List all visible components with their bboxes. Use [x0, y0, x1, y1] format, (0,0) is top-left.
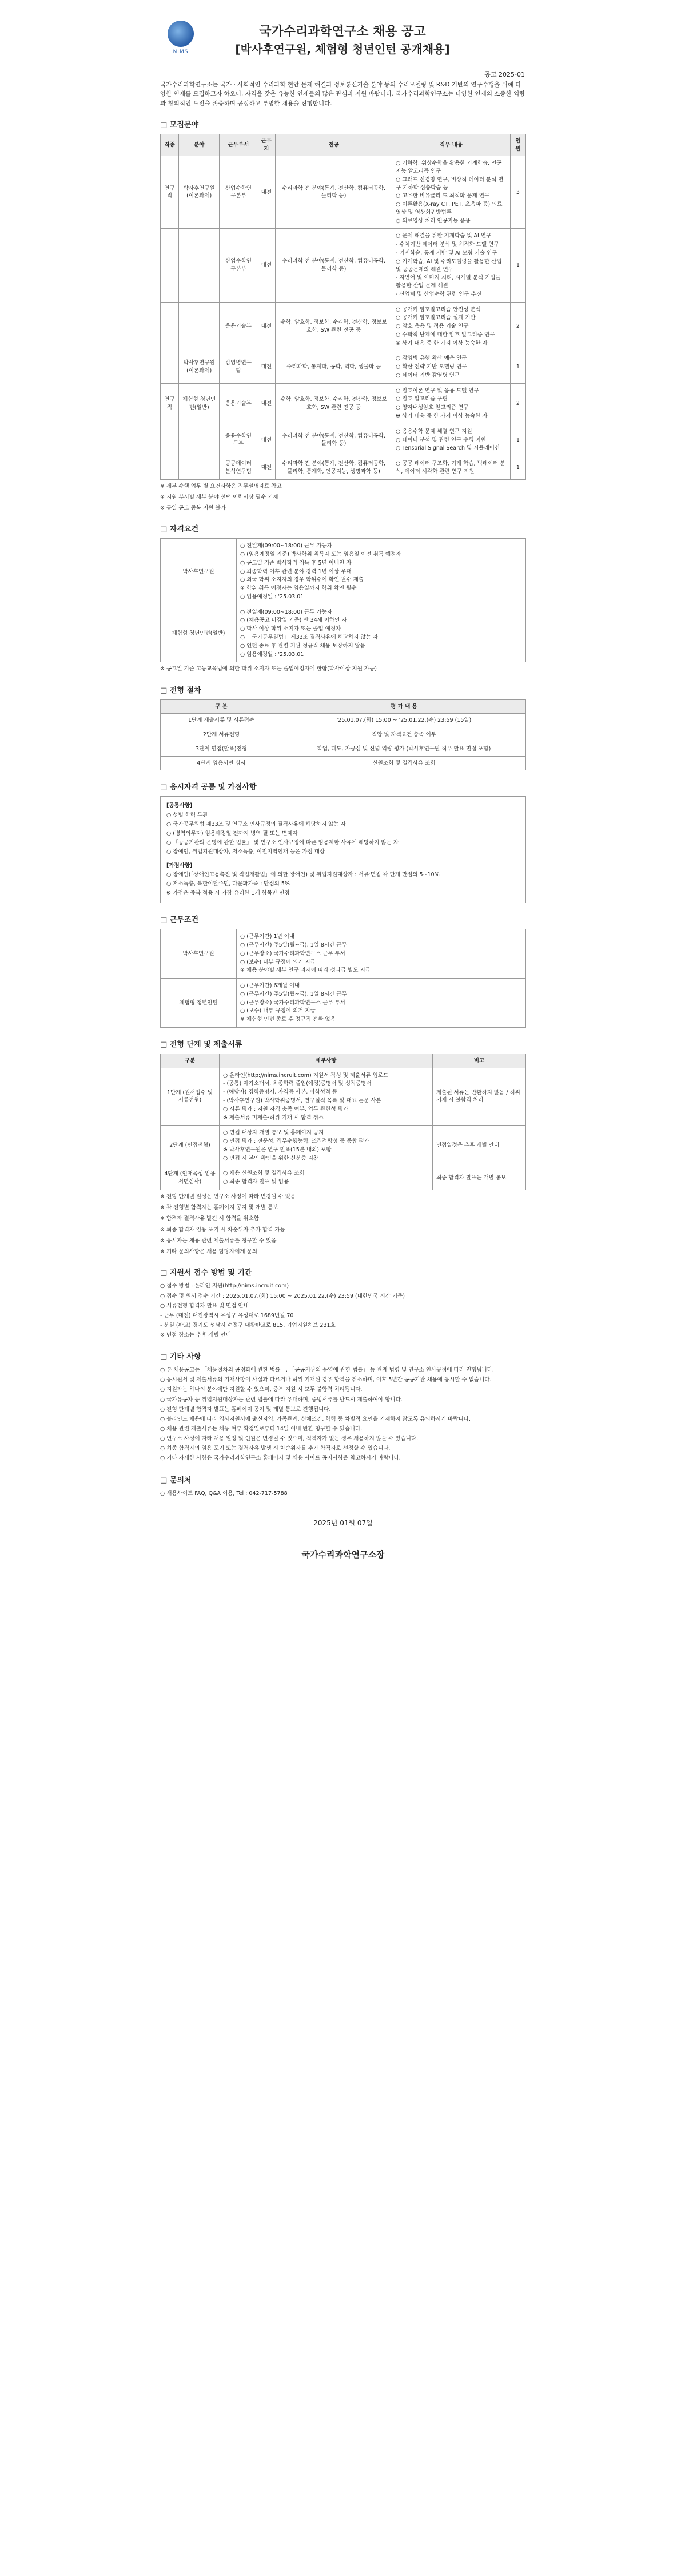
contact-list — [160, 1489, 526, 1498]
qualification-item: ○ 최종학력 이후 관련 분야 경력 1년 이상 우대 — [240, 568, 352, 575]
duty-item: ○ 그래프 신경망 연구, 비상적 데이터 분석 연구 기하학 심층학습 등 — [396, 176, 504, 191]
table-header: 평 가 내 용 — [282, 699, 526, 714]
field-cell — [178, 229, 220, 302]
field-cell — [178, 456, 220, 480]
duty-item: ○ 암호 응용 및 적용 기술 연구 — [396, 323, 469, 330]
duty-item: ○ 확산 전략 기반 모델링 연구 — [396, 364, 467, 371]
department-cell: 산업수학연구본부 — [220, 156, 257, 229]
condition-item: ○ (근무장소) 국가수리과학연구소 근무 부서 — [240, 950, 345, 957]
common-item: ○ 성별 학력 무관 — [166, 812, 208, 818]
department-cell: 공공데이터분석연구팀 — [220, 456, 257, 480]
duty-item: ○ 기계학습, AI 및 수리모델링을 활용한 산업 및 공공문제의 해결 연구 — [396, 258, 502, 273]
count-cell: 1 — [510, 424, 525, 456]
count-cell: 3 — [510, 156, 525, 229]
misc-list — [160, 1366, 526, 1463]
section-heading-misc: □ 기타 사항 — [160, 1353, 201, 1362]
major-cell: 수리과학 전 분야(통계, 전산학, 컴퓨터공학, 물리학 등) — [276, 229, 392, 302]
table-row — [161, 539, 526, 605]
duty-item: ○ 고유한 비유클리 드 최적화 문제 연구 — [396, 193, 490, 200]
note-line: ※ 동일 공고 중복 지원 불가 — [160, 505, 226, 512]
application-item: ※ 면접 장소는 추후 개별 안내 — [160, 1332, 232, 1339]
table-row — [161, 605, 526, 662]
job-type-cell — [161, 229, 179, 302]
qualification-item: ○ 임용예정일 : '25.03.01 — [240, 651, 304, 658]
duties-cell — [392, 302, 511, 351]
note-line: ※ 각 전형별 합격자는 홈페이지 공지 및 개별 통보 — [160, 1204, 278, 1211]
field-cell: 박사후연구원(이론과제) — [178, 156, 220, 229]
qualification-label: 박사후연구원 — [161, 539, 237, 605]
misc-item: ○ 블라인드 채용에 따라 입사지원서에 출신지역, 가족관계, 신체조건, 학력 등 차별적 요인을 기재하지 않도록 유의하시기 바랍니다. — [160, 1416, 471, 1422]
duties-cell — [392, 156, 511, 229]
location-cell: 대전 — [257, 424, 276, 456]
page-subtitle: [박사후연구원, 체험형 청년인턴 공개채용] — [235, 42, 450, 56]
misc-item: ○ 기타 자세한 사항은 국가수리과학연구소 홈페이지 및 채용 사이트 공지사항을 참고하시기 바랍니다. — [160, 1455, 401, 1462]
duty-item: ○ 감염병 유행 확산 예측 연구 — [396, 355, 467, 362]
duty-item: - 자연어 및 이미지 처리, 시계열 분석 기법을 활용한 산업 문제 해결 — [396, 275, 501, 289]
stage-detail-item: ○ 채용 신원조회 및 결격사유 조회 — [223, 1170, 305, 1177]
major-cell: 수학, 암호학, 정보학, 수리학, 전산학, 정보보호학, SW 관련 전공 등 — [276, 383, 392, 424]
bonus-item: ○ 저소득층, 북한이탈주민, 다문화가족 : 만점의 5% — [166, 880, 290, 887]
duties-cell — [392, 351, 511, 383]
misc-item: ○ 국가유공자 등 취업지원대상자는 관련 법률에 따라 우대하며, 증빙서류를 반드시 제출하여야 합니다. — [160, 1396, 403, 1403]
count-cell: 2 — [510, 302, 525, 351]
conditions-table — [160, 929, 526, 1028]
count-cell: 1 — [510, 229, 525, 302]
table-header: 구분 — [161, 1054, 220, 1068]
main-content — [160, 80, 526, 1560]
section-heading-positions: □ 모집분야 — [160, 120, 199, 129]
department-cell: 감염병연구팀 — [220, 351, 257, 383]
count-cell: 1 — [510, 456, 525, 480]
field-cell: 박사후연구원(이론과제) — [178, 351, 220, 383]
condition-item: ○ (근무장소) 국가수리과학연구소 근무 부서 — [240, 999, 345, 1006]
common-item: ○ (병역의무자) 임용예정일 전까지 병역 필 또는 면제자 — [166, 830, 298, 837]
stage-cell: 1단계 (원서접수 및 서류전형) — [161, 1068, 220, 1126]
duty-item: ○ 문제 해결을 위한 기계학습 및 AI 연구 — [396, 233, 492, 240]
stage-detail-item: ○ 온라인(http://nims.incruit.com) 지원서 작성 및 제출서류 업로드 — [223, 1072, 389, 1079]
note-line: ※ 응시자는 채용 관련 제출서류를 청구할 수 있음 — [160, 1237, 277, 1244]
eligibility-box — [160, 796, 526, 903]
duty-item: ○ Tensorial Signal Search 및 시뮬레이션 — [396, 445, 500, 452]
job-type-cell — [161, 302, 179, 351]
stage-detail-item: ○ 면접 대상자 개별 통보 및 홈페이지 공지 — [223, 1130, 324, 1136]
table-row — [161, 742, 526, 756]
table-header: 근무부서 — [220, 134, 257, 156]
bonus-title: [가점사항] — [166, 862, 193, 869]
table-row — [161, 424, 526, 456]
table-row — [161, 156, 526, 229]
intro-text: 국가수리과학연구소는 국가 · 사회적인 수리과학 현안 문제 해결과 정보통신기술 분야 등의 수리모델링 및 R&D 기반의 연구수행을 위해 다양한 인재를 모집하고자 하오니, 자격을 갖춘 유능한 인재들의 많은 관심과 지원 바랍니다. 국가수리과학연구소는 다양한 인재의 소중한 역량과 창의적인 도전을 존중하며 공정하고 투명한 채용을 진행합니다. — [160, 81, 525, 107]
process-stage: 3단계 면접(발표)전형 — [161, 742, 282, 756]
condition-item: ○ (근무시간) 주5일(월~금), 1일 8시간 근무 — [240, 942, 347, 949]
application-list — [160, 1282, 526, 1340]
section-heading-eligibility: □ 응시자격 공통 및 가점사항 — [160, 783, 257, 792]
bonus-item: ○ 장애인(「장애인고용촉진 및 직업재활법」에 의한 장애인) 및 취업지원대상자 : 서류·면접 각 단계 만점의 5~10% — [166, 871, 440, 878]
qualifications-note: ※ 공고일 기준 고등교육법에 의한 학위 소지자 또는 졸업예정자에 한함(학사이상 지원 가능) — [160, 666, 377, 673]
duty-item: ○ 데이터 분석 및 관련 연구 수행 지원 — [396, 436, 486, 443]
stage-detail-item: ※ 박사후연구원은 연구 발표(15분 내외) 포함 — [223, 1146, 332, 1153]
job-type-cell: 연구직 — [161, 156, 179, 229]
table-row — [161, 229, 526, 302]
table-row — [161, 302, 526, 351]
process-detail: 적합 및 자격요건 충족 여부 — [282, 728, 526, 742]
stage-cell: 2단계 (면접전형) — [161, 1126, 220, 1166]
stage-remark: 면접일정은 추후 개별 안내 — [433, 1126, 526, 1166]
count-cell: 1 — [510, 351, 525, 383]
logo-text: NIMS — [173, 49, 189, 55]
duty-item: ○ 기하학, 위상수학을 활용한 기계학습, 인공지능 알고리즘 연구 — [396, 160, 502, 175]
section-heading-process: □ 전형 절차 — [160, 686, 201, 695]
department-cell: 응용수학연구부 — [220, 424, 257, 456]
location-cell: 대전 — [257, 156, 276, 229]
condition-items — [237, 979, 526, 1028]
common-title: [공통사항] — [166, 802, 193, 809]
process-stage: 1단계 제출서류 및 서류접수 — [161, 714, 282, 728]
misc-item: ○ 응시원서 및 제출서류의 기재사항이 사실과 다르거나 허위 기재된 경우 합격을 취소하며, 이후 5년간 공공기관 채용에 응시할 수 없습니다. — [160, 1377, 492, 1384]
stage-remark: 최종 합격자 발표는 개별 통보 — [433, 1166, 526, 1190]
process-detail: 신원조회 및 결격사유 조회 — [282, 756, 526, 770]
table-header: 세부사항 — [220, 1054, 433, 1068]
job-type-cell — [161, 424, 179, 456]
table-header: 전공 — [276, 134, 392, 156]
condition-label: 박사후연구원 — [161, 929, 237, 979]
condition-item: ○ (근무기간) 6개월 이내 — [240, 983, 300, 989]
duty-item: ※ 상기 내용 중 한 가지 이상 능숙한 자 — [396, 413, 488, 419]
condition-item: ○ (보수) 내부 규정에 의거 지급 — [240, 1008, 316, 1015]
location-cell: 대전 — [257, 351, 276, 383]
process-table — [160, 699, 526, 771]
qualification-item: ○ 임용예정일 : '25.03.01 — [240, 593, 304, 600]
table-row — [161, 714, 526, 728]
location-cell: 대전 — [257, 229, 276, 302]
note-line: ※ 기타 문의사항은 채용 담당자에게 문의 — [160, 1249, 257, 1255]
table-header: 구 분 — [161, 699, 282, 714]
table-row — [161, 351, 526, 383]
duty-item: ○ 공공 데이터 구조화, 기계 학습, 빅데이터 분석, 데이터 시각화 관련 연구 지원 — [396, 460, 505, 475]
job-type-cell — [161, 456, 179, 480]
stage-details — [220, 1126, 433, 1166]
duty-item: ○ 양자내성암호 알고리즘 연구 — [396, 404, 469, 411]
major-cell: 수리과학 전 분야(통계, 전산학, 컴퓨터공학, 물리학, 통계학, 인공지능, 생명과학 등) — [276, 456, 392, 480]
duty-item: ○ 공개키 암호알고리즘 안전성 분석 — [396, 306, 481, 313]
duty-item: ○ 데이터 기반 감염병 연구 — [396, 372, 460, 379]
section-heading-qualifications: □ 자격요건 — [160, 525, 199, 534]
qualification-item: ○ 「국가공무원법」 제33조 결격사유에 해당하지 않는 자 — [240, 634, 379, 641]
job-type-cell — [161, 351, 179, 383]
count-cell: 2 — [510, 383, 525, 424]
qualification-item: ○ 인턴 종료 후 관련 기관 정규직 채용 보장하지 않음 — [240, 642, 366, 649]
qualification-item: ○ (채용공고 마감일 기준) 만 34세 이하인 자 — [240, 617, 347, 624]
table-row — [161, 1068, 526, 1126]
duty-item: ○ 응용수학 문제 해결 연구 지원 — [396, 428, 472, 435]
process-detail: '25.01.07.(화) 15:00 ~ '25.01.22.(수) 23:59 (15일) — [282, 714, 526, 728]
note-line: ※ 합격자 결격사유 발견 시 합격을 취소함 — [160, 1215, 259, 1222]
stage-detail-item: - (해당자) 경력증명서, 자격증 사본, 어학성적 등 — [223, 1089, 338, 1096]
announcement-number: 공고 2025-01 — [484, 71, 525, 78]
stages-table — [160, 1054, 526, 1190]
application-item: ○ 접수 방법 : 온라인 지원(http://nims.incruit.com) — [160, 1283, 289, 1290]
duty-item: ○ 의료영상 처리 인공지능 응용 — [396, 217, 471, 224]
duty-item: ○ 암호이론 연구 및 응용 모델 연구 — [396, 387, 479, 394]
stage-remark: 제출된 서류는 반환하지 않음 / 허위 기재 시 불합격 처리 — [433, 1068, 526, 1126]
note-line: ※ 전형 단계별 일정은 연구소 사정에 따라 변경될 수 있음 — [160, 1193, 296, 1200]
misc-item: ○ 본 채용공고는 「채용절차의 공정화에 관한 법률」, 「공공기관의 운영에 관한 법률」 등 관계 법령 및 연구소 인사규정에 따라 진행됩니다. — [160, 1367, 494, 1374]
stage-detail-item: ※ 제출서류 미제출·허위 기재 시 합격 취소 — [223, 1114, 324, 1121]
duty-item: ※ 상기 내용 중 한 가지 이상 능숙한 자 — [396, 340, 488, 347]
stage-detail-item: - (박사후연구원) 박사학위증명서, 연구실적 목록 및 대표 논문 사본 — [223, 1097, 381, 1104]
table-row — [161, 728, 526, 742]
department-cell: 응용기술부 — [220, 302, 257, 351]
note-line: ※ 지원 부서별 세부 분야 선택 이력서상 필수 기재 — [160, 494, 278, 500]
positions-notes — [160, 483, 526, 513]
qualification-items — [237, 539, 526, 605]
table-header: 인원 — [510, 134, 525, 156]
table-row — [161, 929, 526, 979]
department-cell: 산업수학연구본부 — [220, 229, 257, 302]
section-heading-conditions: □ 근무조건 — [160, 916, 199, 925]
table-row — [161, 383, 526, 424]
misc-item: ○ 연구소 사정에 따라 채용 일정 및 인원은 변경될 수 있으며, 적격자가 없는 경우 채용하지 않을 수 있습니다. — [160, 1436, 419, 1442]
stage-detail-item: ○ 최종 합격자 발표 및 임용 — [223, 1179, 289, 1186]
qualification-item: ○ 공고일 기준 박사학위 취득 후 5년 이내인 자 — [240, 559, 352, 566]
table-header: 분야 — [178, 134, 220, 156]
stage-detail-item: ○ 면접 시 본인 확인을 위한 신분증 지참 — [223, 1155, 319, 1162]
condition-item: ○ (근무기간) 1년 이내 — [240, 933, 295, 940]
stage-details — [220, 1068, 433, 1126]
major-cell: 수리과학 전 분야(통계, 전산학, 컴퓨터공학, 물리학 등) — [276, 156, 392, 229]
table-header: 근무지 — [257, 134, 276, 156]
process-detail: 학업, 태도, 자긍심 및 신념 역량 평가 (박사후연구원 직무 발표 면접 포함) — [282, 742, 526, 756]
duties-cell — [392, 383, 511, 424]
job-type-cell: 연구직 — [161, 383, 179, 424]
section-heading-application: □ 지원서 접수 방법 및 기간 — [160, 1269, 252, 1278]
qualification-item: ○ 학사 이상 학위 소지자 또는 졸업 예정자 — [240, 626, 341, 633]
table-header: 비고 — [433, 1054, 526, 1068]
qualification-item: ○ 외국 학위 소지자의 경우 학위수여 확인 필수 제출 — [240, 577, 364, 583]
misc-item: ○ 전형 단계별 합격자 발표는 홈페이지 공지 및 개별 통보로 진행됩니다. — [160, 1406, 331, 1413]
department-cell: 응용기술부 — [220, 383, 257, 424]
condition-item: ○ (근무시간) 주5일(월~금), 1일 8시간 근무 — [240, 991, 347, 997]
duty-item: ○ 이론활용(X-ray CT, PET, 초음파 등) 의료 영상 및 영상회귀방법론 — [396, 201, 503, 216]
stage-detail-item: ○ 서류 평가 : 지원 자격 충족 여부, 업무 관련성 평가 — [223, 1106, 349, 1112]
duty-item: - 기계학습, 통계 기반 및 AI 모형 기술 연구 — [396, 249, 497, 256]
table-row — [161, 756, 526, 770]
qualification-label: 체험형 청년인턴(일반) — [161, 605, 237, 662]
duty-item: ○ 수학적 난제에 대한 암호 알고리즘 연구 — [396, 331, 495, 338]
process-stage: 4단계 임용서면 심사 — [161, 756, 282, 770]
note-line: ※ 최종 합격자 임용 포기 시 차순위자 추가 합격 가능 — [160, 1226, 285, 1233]
table-header: 직무 내용 — [392, 134, 511, 156]
bonus-item: ※ 가점은 중복 적용 시 가장 유리한 1개 항목만 인정 — [166, 890, 290, 897]
section-heading-stages: □ 전형 단계 및 제출서류 — [160, 1040, 242, 1049]
table-row — [161, 1166, 526, 1190]
table-header: 직종 — [161, 134, 179, 156]
condition-item: ※ 체험형 인턴 종료 후 정규직 전환 없음 — [240, 1016, 336, 1023]
major-cell: 수학, 암호학, 정보학, 수리학, 전산학, 정보보호학, SW 관련 전공 등 — [276, 302, 392, 351]
section-heading-contact: □ 문의처 — [160, 1476, 192, 1485]
duties-cell — [392, 424, 511, 456]
major-cell: 수리과학 전 분야(통계, 전산학, 컴퓨터공학, 물리학 등) — [276, 424, 392, 456]
duty-item: - 수치기반 데이터 분석 및 최적화 모델 연구 — [396, 241, 499, 248]
table-row — [161, 1126, 526, 1166]
duty-item: - 산업체 및 산업수학 관련 연구 추진 — [396, 291, 482, 297]
stage-detail-item: ○ 면접 평가 : 전문성, 직무수행능력, 조직적합성 등 종합 평가 — [223, 1138, 369, 1145]
field-cell — [178, 424, 220, 456]
condition-item: ※ 채용 분야별 세부 연구 과제에 따라 성과급 별도 지급 — [240, 967, 371, 974]
field-cell: 체험형 청년인턴(일반) — [178, 383, 220, 424]
location-cell: 대전 — [257, 456, 276, 480]
misc-item: ○ 최종 합격자의 임용 포기 또는 결격사유 발생 시 차순위자를 추가 합격자로 선정할 수 있습니다. — [160, 1445, 391, 1452]
qualification-item: ※ 학위 취득 예정자는 임용일까지 학위 확인 필수 — [240, 585, 357, 592]
qualification-item: ○ 전일제(09:00~18:00) 근무 가능자 — [240, 543, 332, 550]
qualification-items — [237, 605, 526, 662]
table-row — [161, 456, 526, 480]
common-item: ○ 「공공기관의 운영에 관한 법률」 및 연구소 인사규정에 따른 임용제한 사유에 해당하지 않는 자 — [166, 840, 399, 846]
page-title: 국가수리과학연구소 채용 공고 — [259, 25, 426, 39]
note-line: ※ 세부 수행 업무 별 요건사항은 직무설명자료 참고 — [160, 483, 282, 490]
field-cell — [178, 302, 220, 351]
misc-item: ○ 지원자는 하나의 분야에만 지원할 수 있으며, 중복 지원 시 모두 불합격 처리됩니다. — [160, 1386, 363, 1393]
contact-item: ○ 채용사이트 FAQ, Q&A 이용, Tel : 042-717-5788 — [160, 1490, 288, 1497]
stage-cell: 4단계 (인재육성 임용서면심사) — [161, 1166, 220, 1190]
stages-notes — [160, 1193, 526, 1257]
qualification-item: ○ 전일제(09:00~18:00) 근무 가능자 — [240, 609, 332, 615]
location-cell: 대전 — [257, 383, 276, 424]
common-item: ○ 장애인, 취업지원대상자, 저소득층, 이전지역인재 등은 가점 대상 — [166, 849, 325, 856]
common-item: ○ 국가공무원법 제33조 및 연구소 인사규정의 결격사유에 해당하지 않는 자 — [166, 821, 346, 828]
qualification-item: ○ (임용예정일 기준) 박사학위 취득자 또는 임용일 이전 취득 예정자 — [240, 551, 401, 558]
duty-item: ○ 공개키 암호알고리즘 설계 기반 — [396, 315, 476, 321]
duty-item: ○ 암호 알고리즘 구현 — [396, 396, 448, 403]
duties-cell — [392, 456, 511, 480]
stage-detail-item: - (공통) 자기소개서, 최종학력 졸업(예정)증명서 및 성적증명서 — [223, 1080, 372, 1087]
qualifications-table — [160, 538, 526, 662]
footer-date: 2025년 01월 07일 — [313, 1518, 373, 1527]
footer-org: 국가수리과학연구소장 — [301, 1549, 385, 1560]
process-stage: 2단계 서류전형 — [161, 728, 282, 742]
major-cell: 수리과학, 통계학, 공학, 역학, 생물학 등 — [276, 351, 392, 383]
positions-table — [160, 134, 526, 480]
condition-items — [237, 929, 526, 979]
application-item: ○ 접수 및 원서 접수 기간 : 2025.01.07.(화) 15:00 ~ 2025.01.22.(수) 23:59 (대한민국 시간 기준) — [160, 1293, 405, 1299]
misc-item: ○ 채용 관련 제출서류는 채용 여부 확정일로부터 14일 이내 반환 청구할 수 있습니다. — [160, 1426, 363, 1433]
application-item: - 근무 (대전) 대전광역시 유성구 유성대로 1689번길 70 — [160, 1312, 294, 1319]
condition-label: 체험형 청년인턴 — [161, 979, 237, 1028]
application-item: - 분원 (판교) 경기도 성남시 수정구 대왕판교로 815, 기업지원허브 231호 — [160, 1322, 336, 1329]
duties-cell — [392, 229, 511, 302]
stage-details — [220, 1166, 433, 1190]
condition-item: ○ (보수) 내부 규정에 의거 지급 — [240, 959, 316, 965]
application-item: ○ 서류전형 합격자 발표 및 면접 안내 — [160, 1302, 249, 1309]
location-cell: 대전 — [257, 302, 276, 351]
table-row — [161, 979, 526, 1028]
